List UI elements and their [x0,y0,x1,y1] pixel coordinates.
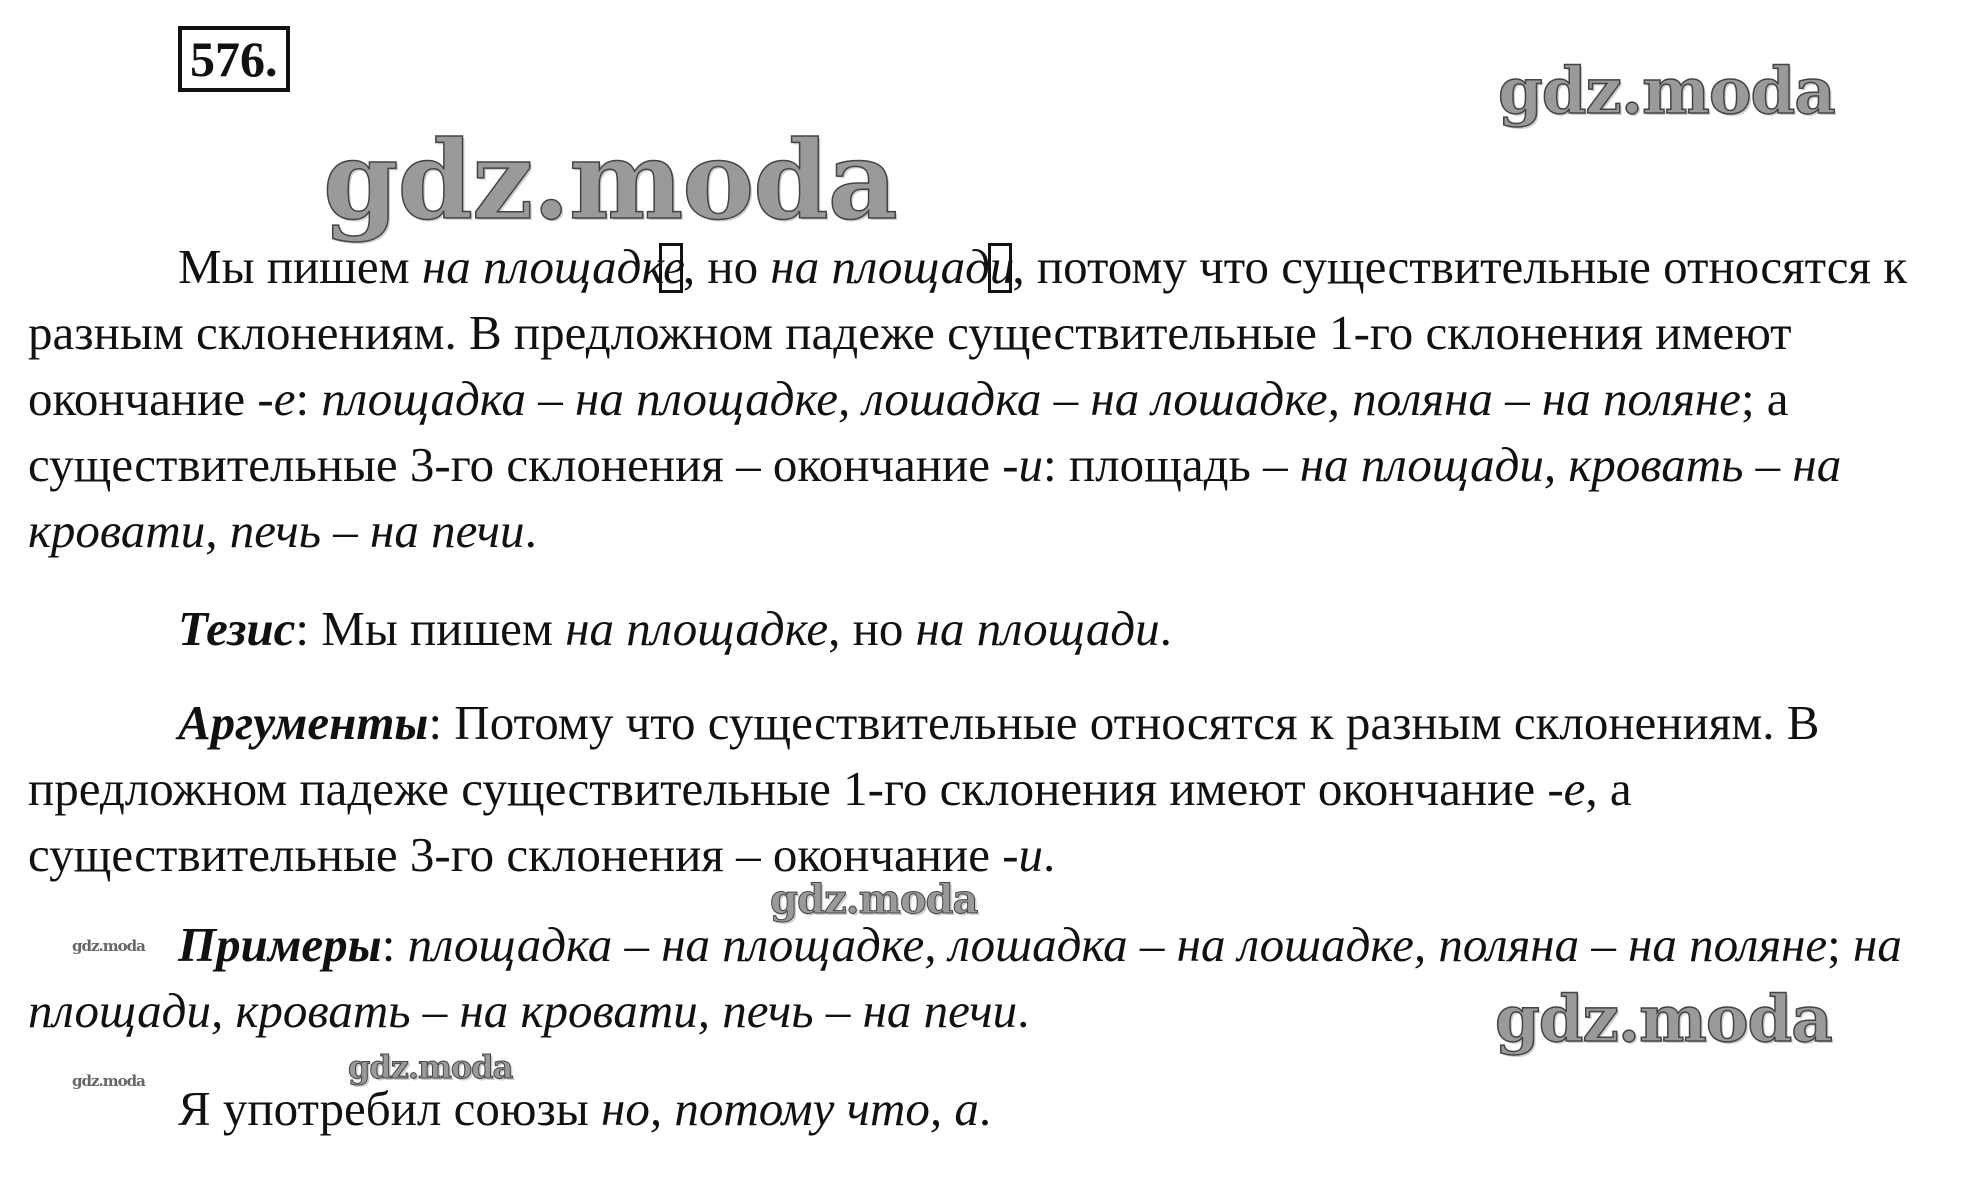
italic-run: площадка – на площадке, лошадка – на лошадке, поляна – на поляне [321,371,1741,426]
text-run: , но [682,239,771,294]
text-run: , потому что существительные относятся к разным склонениям. В предложном падеже существительные 1-го склонения имеют окончание [28,239,1908,426]
explanation-paragraph [28,234,1968,564]
task-number: 576. [178,26,290,92]
arguments-paragraph [28,690,1968,888]
text-run: : площадь – [1043,437,1300,492]
italic-run: -е [257,371,296,426]
italic-run: на площади [770,239,1015,294]
text-run: : [295,371,322,426]
text-run: ; а существительные 3-го склонения – окончание [28,371,1789,492]
italic-run: на площади [915,601,1160,656]
watermark-small-left: gdz.moda [72,937,145,955]
arguments-label: Аргументы [178,695,429,750]
text-run: , но [828,601,916,656]
examples-label: Примеры [178,917,382,972]
italic-run: -е [1547,761,1586,816]
text-run: Мы пишем [178,239,422,294]
italic-run: на площадке [565,601,829,656]
text-run: . [1159,601,1172,656]
conjunctions-paragraph [28,1076,1968,1142]
thesis-label: Тезис [178,601,296,656]
text-run: . [1017,983,1030,1038]
text-run: . [1043,827,1056,882]
text-run: ; [1827,917,1854,972]
thesis-paragraph [28,596,1968,662]
italic-run: но, потому что, а [601,1081,979,1136]
watermark-top-right: gdz.moda [1498,54,1835,129]
italic-run: на площади, кровать – на кровати, печь – на печи [28,437,1842,558]
italic-run: -и [1002,827,1044,882]
text-run: . [524,503,537,558]
italic-run: на площади, кровать – на кровати, печь – на печи [28,917,1902,1038]
text-run: . [978,1081,992,1136]
text-run: Я употребил союзы [178,1081,602,1136]
text-run: : Мы пишем [295,601,566,656]
watermark-middle: gdz.moda [770,876,978,923]
text-run: : [381,917,408,972]
ending-box-2 [988,243,1012,293]
italic-run: -и [1002,437,1044,492]
watermark-small-left-2: gdz.moda [72,1072,145,1090]
italic-run: площадка – на площадке, лошадка – на лошадке, поляна – на поляне [407,917,1828,972]
text-run: : Потому что существительные относятся к разным склонениям. В предложном падеже существительные 1-го склонения имеют окончание [28,695,1820,816]
watermark-large: gdz.moda [323,118,897,244]
text-run: , а существительные 3-го склонения – окончание [28,761,1632,882]
italic-run: на площадке [421,239,685,294]
watermark-lower-middle: gdz.moda [348,1048,513,1086]
ending-box-1 [659,243,683,293]
watermark-bottom-right: gdz.moda [1495,982,1832,1057]
